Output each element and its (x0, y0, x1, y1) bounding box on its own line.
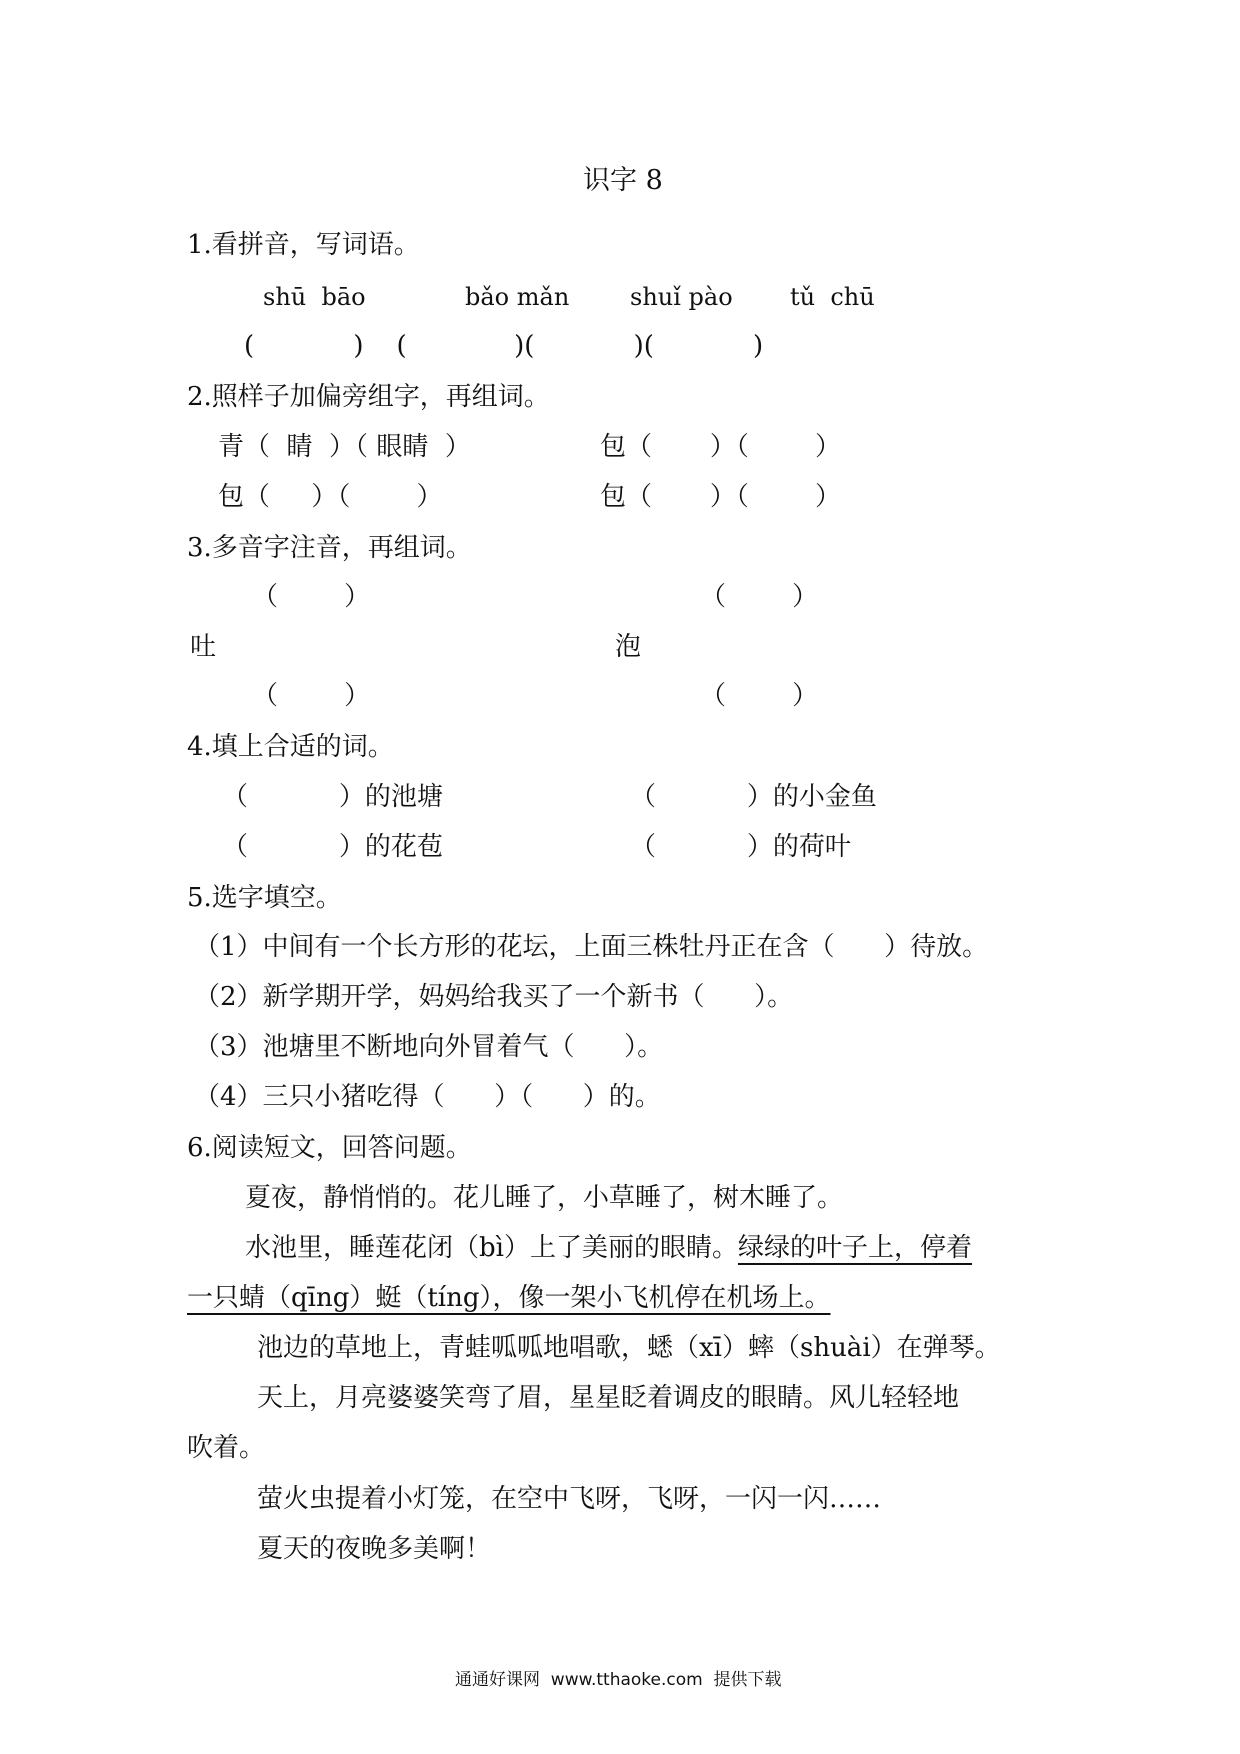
q1-pinyin-4: tǔ chū (790, 283, 875, 311)
q2-row2-left: 包（ ）（ ） (218, 482, 443, 512)
q3-paren-top-left: （ ） (252, 582, 371, 612)
q5-item-2: （2）新学期开学，妈妈给我买了一个新书（ ）。 (194, 982, 794, 1012)
q5-item-4: （4）三只小猪吃得（ ）（ ）的。 (194, 1082, 661, 1112)
q4-heading: 4.填上合适的词。 (187, 732, 394, 762)
q4-item-4: （ ）的荷叶 (630, 832, 851, 862)
q3-char-left: 吐 (190, 632, 217, 662)
q3-heading: 3.多音字注音，再组词。 (187, 533, 472, 563)
q6-paragraph-2-start (245, 1233, 972, 1263)
q2-row2-right: 包（ ）（ ） (600, 482, 841, 512)
q5-item-3: （3）池塘里不断地向外冒着气（ ）。 (194, 1032, 664, 1062)
q5-heading: 5.选字填空。 (187, 883, 342, 913)
q4-item-3: （ ）的花苞 (222, 832, 443, 862)
q3-paren-bottom-left: （ ） (252, 681, 371, 711)
q1-answer-row: ( ) ( )( )( ) (244, 331, 764, 361)
q6-heading: 6.阅读短文，回答问题。 (187, 1133, 472, 1163)
q4-item-2: （ ）的小金鱼 (630, 782, 877, 812)
q1-pinyin-2: bǎo mǎn (465, 283, 570, 311)
q6-underlined-sentence-b: 一只蜻（qīng）蜓（tíng），像一架小飞机停在机场上。 (187, 1283, 831, 1313)
q3-paren-top-right: （ ） (700, 582, 819, 612)
q6-paragraph-4-line-1: 天上，月亮婆婆笑弯了眉，星星眨着调皮的眼睛。风儿轻轻地 (257, 1383, 960, 1413)
q6-paragraph-6: 夏天的夜晚多美啊！ (257, 1534, 492, 1564)
q3-paren-bottom-right: （ ） (700, 681, 819, 711)
q6-paragraph-1: 夏夜，静悄悄的。花儿睡了，小草睡了，树木睡了。 (245, 1183, 844, 1213)
footer-source: 通通好课网 www.tthaoke.com 提供下载 (455, 1670, 782, 1690)
q6-paragraph-2-plain: 水池里，睡莲花闭（bì）上了美丽的眼睛。 (245, 1233, 738, 1263)
q5-item-1: （1）中间有一个长方形的花坛，上面三株牡丹正在含（ ）待放。 (194, 932, 989, 962)
q6-paragraph-5: 萤火虫提着小灯笼，在空中飞呀，飞呀，一闪一闪…… (257, 1484, 882, 1514)
q2-example: 青（ 睛 ）（ 眼睛 ） (218, 432, 471, 462)
q4-item-1: （ ）的池塘 (222, 782, 443, 812)
q6-paragraph-3: 池边的草地上，青蛙呱呱地唱歌，蟋（xī）蟀（shuài）在弹琴。 (257, 1333, 1001, 1363)
q6-paragraph-4-line-2: 吹着。 (187, 1433, 266, 1463)
q1-pinyin-3: shuǐ pào (630, 283, 733, 311)
q1-heading: 1.看拼音，写词语。 (187, 230, 420, 260)
q1-pinyin-1: shū bāo (263, 283, 366, 311)
q2-row1-right: 包（ ）（ ） (600, 432, 841, 462)
q3-char-right: 泡 (615, 632, 642, 662)
q2-heading: 2.照样子加偏旁组字，再组词。 (187, 382, 550, 412)
q6-underlined-sentence-a: 绿绿的叶子上，停着 (737, 1233, 972, 1263)
page-title: 识字 8 (583, 165, 663, 196)
